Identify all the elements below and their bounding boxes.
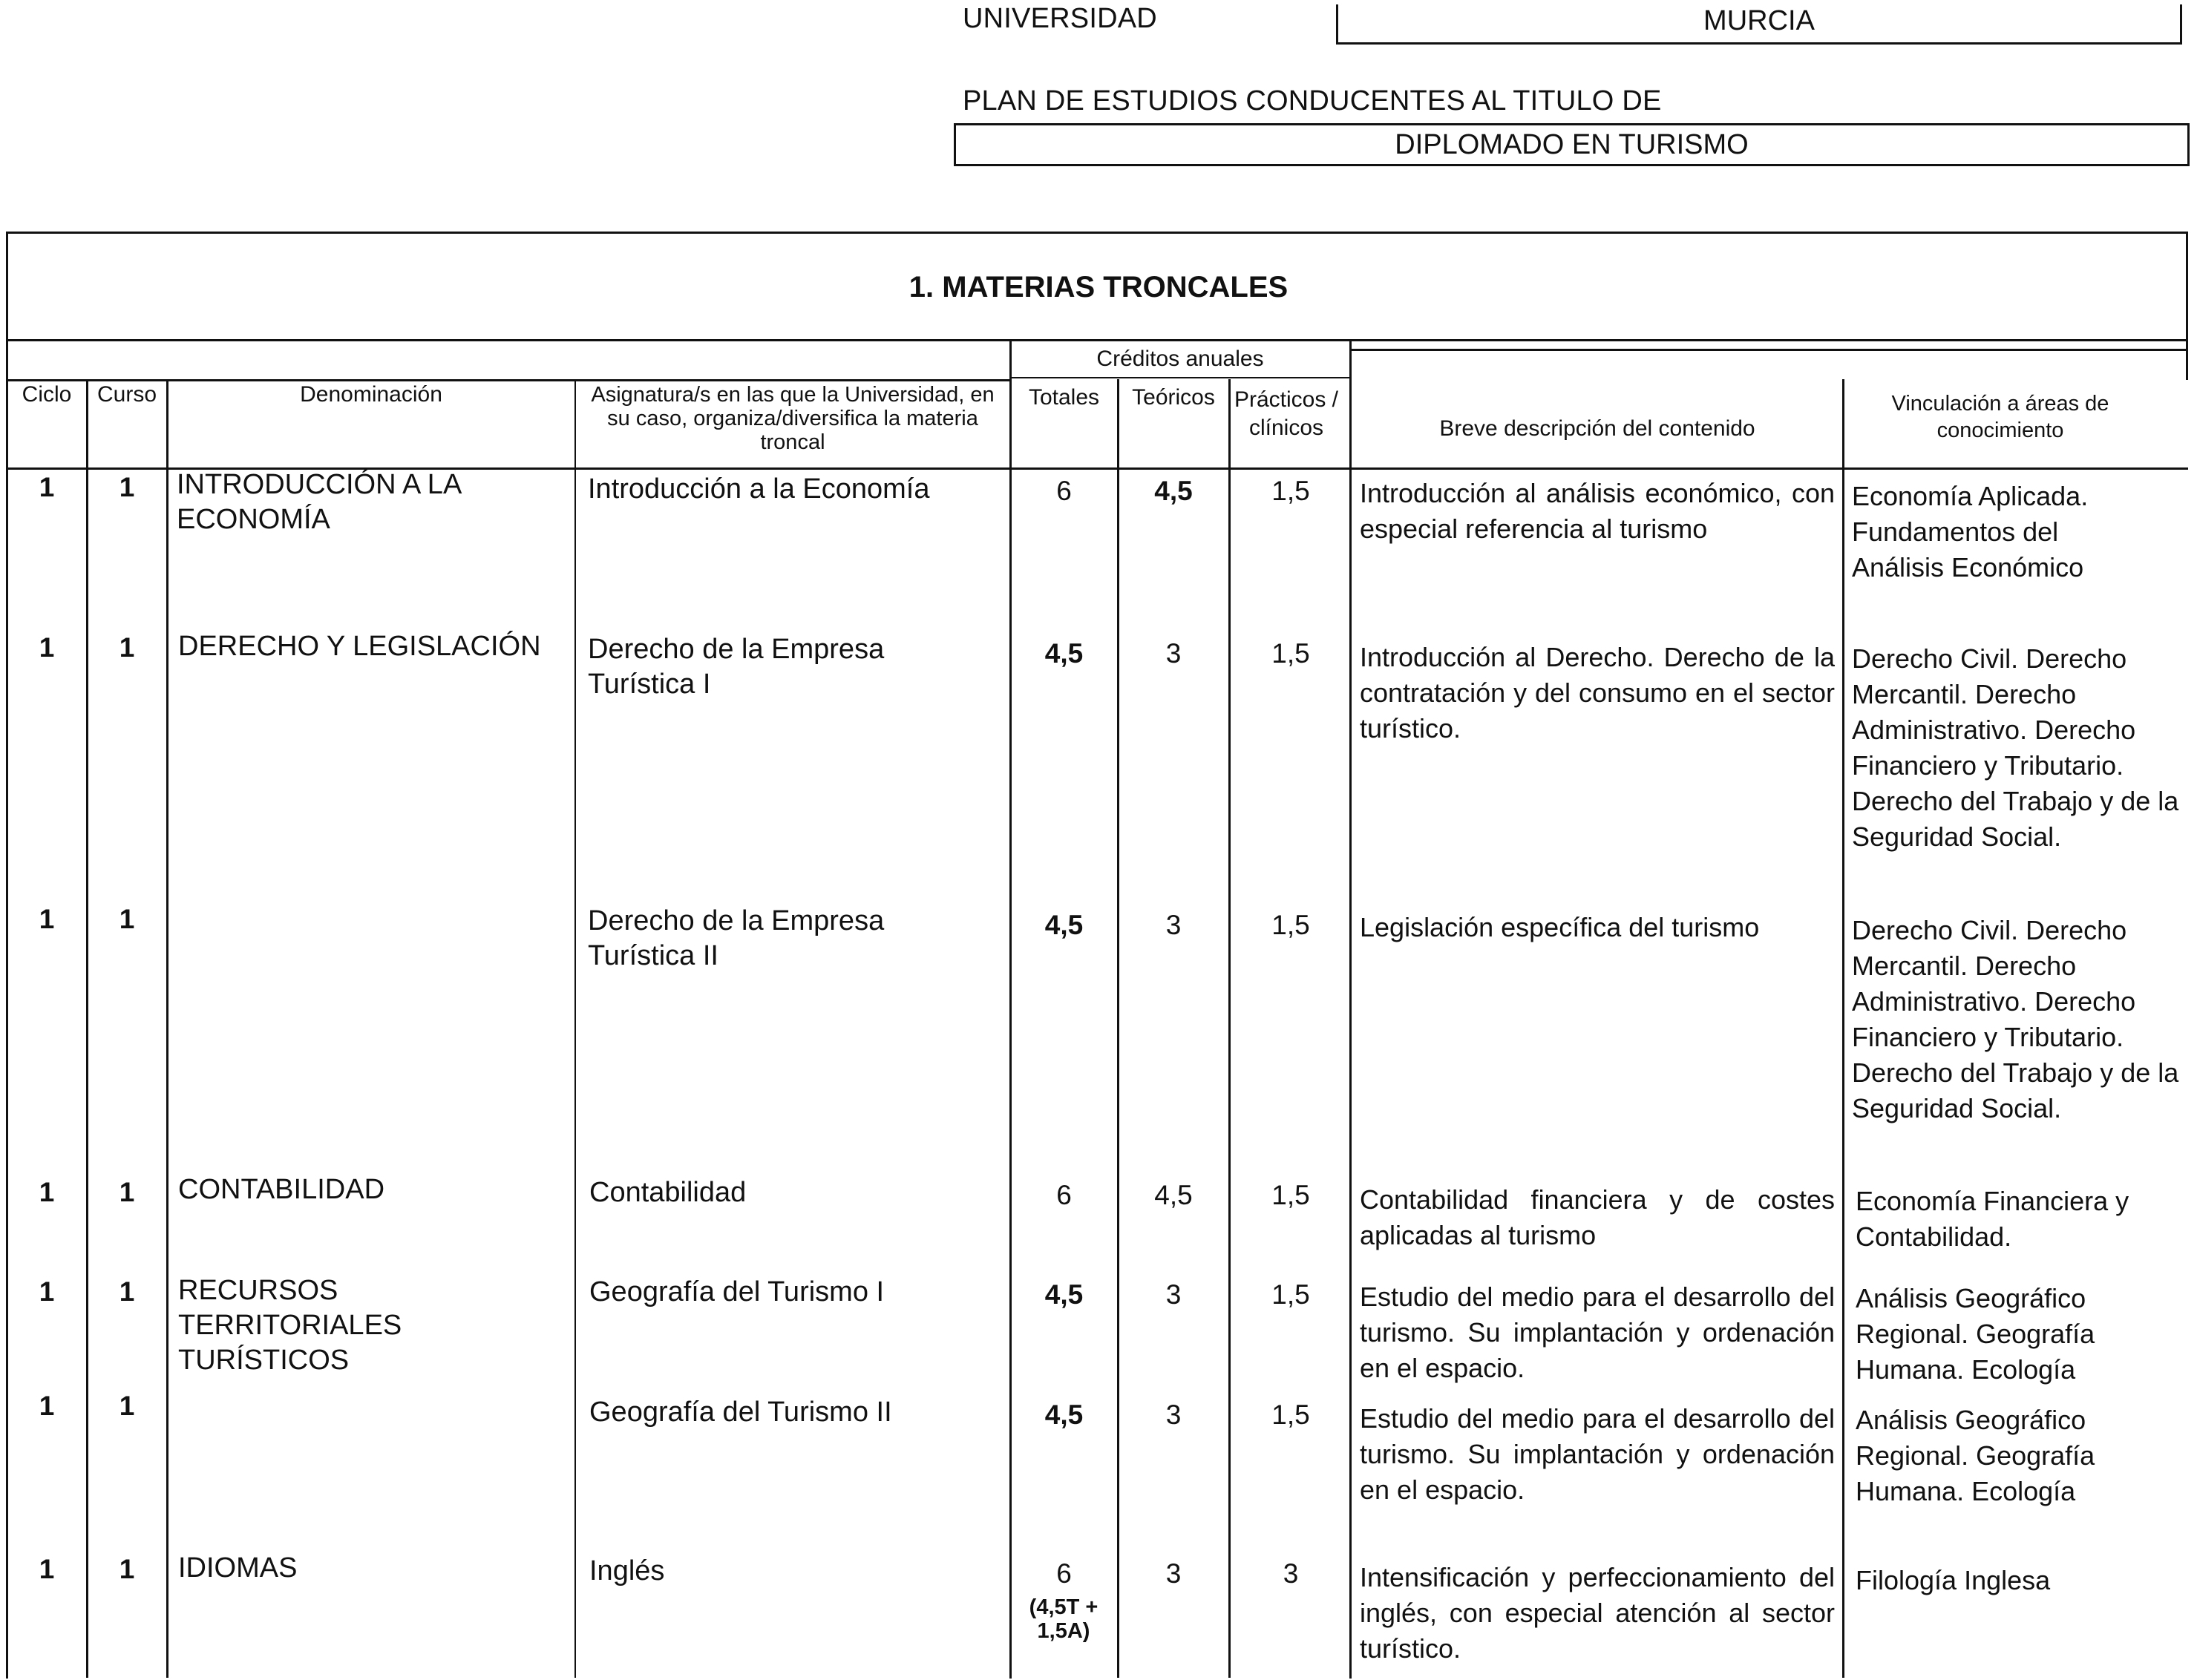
cell-denominacion: DERECHO Y LEGISLACIÓN [178, 631, 541, 662]
section-title: 1. MATERIAS TRONCALES [908, 271, 1289, 303]
cell-ciclo: 1 [39, 1554, 55, 1584]
cell-denominacion: INTRODUCCIÓN A LA ECONOMÍA [177, 469, 461, 535]
cell-totales: 6 [1056, 1180, 1072, 1210]
cell-curso: 1 [119, 1177, 135, 1207]
cell-denominacion: RECURSOS TERRITORIALES TURÍSTICOS [178, 1275, 402, 1376]
header-rule-1 [6, 339, 2188, 341]
cell-curso: 1 [119, 1554, 135, 1584]
cell-curso: 1 [119, 1276, 135, 1307]
header-rule-creditos [1011, 377, 1351, 378]
cell-denominacion: IDIOMAS [178, 1552, 298, 1584]
col-header-curso: Curso [96, 382, 157, 407]
col-rule-practicos [1349, 339, 1352, 1679]
cell-teoricos: 3 [1165, 1279, 1182, 1310]
header-rule-2 [6, 379, 1011, 381]
cell-totales: 6 [1056, 476, 1072, 506]
cell-teoricos: 3 [1165, 1558, 1182, 1589]
cell-descripcion: Introducción al análisis económico, con especial referencia al turismo [1360, 478, 1835, 544]
universidad-label: UNIVERSIDAD [963, 3, 1157, 34]
cell-descripcion: Estudio del medio para el desarrollo del turismo. Su implantación y ordenación en el espacio. [1360, 1403, 1835, 1505]
cell-totales: 6 [1056, 1558, 1072, 1589]
col-header-totales: Totales [1028, 385, 1100, 410]
cell-vinculacion: Economía Aplicada. Fundamentos del Análisis Económico [1852, 481, 2089, 583]
col-rule-denom [574, 379, 576, 1678]
titulo-field: DIPLOMADO EN TURISMO [954, 123, 2190, 166]
cell-teoricos: 4,5 [1154, 476, 1193, 506]
col-rule-ciclo [86, 379, 88, 1678]
table-border-top [6, 232, 2188, 234]
cell-vinculacion: Filología Inglesa [1856, 1565, 2051, 1595]
cell-asignatura: Geografía del Turismo II [589, 1397, 892, 1428]
cell-practicos: 1,5 [1271, 910, 1310, 940]
cell-practicos: 1,5 [1271, 1279, 1310, 1310]
col-header-practicos: Prácticos / clínicos [1234, 387, 1339, 440]
cell-asignatura: Geografía del Turismo I [589, 1276, 885, 1307]
cell-vinculacion: Derecho Civil. Derecho Mercantil. Derecho Administrativo. Derecho Financiero y Tributario. Derecho del Trabajo y de la Seguridad Social. [1852, 915, 2179, 1123]
cell-teoricos: 3 [1165, 1400, 1182, 1430]
cell-practicos: 1,5 [1271, 638, 1310, 669]
col-header-asignatura: Asignatura/s en las que la Universidad, en su caso, organiza/diversifica la materia troncal [591, 383, 995, 454]
cell-descripcion: Contabilidad financiera y de costes aplicadas al turismo [1360, 1184, 1835, 1250]
cell-ciclo: 1 [39, 1391, 55, 1421]
cell-practicos: 3 [1283, 1558, 1299, 1589]
col-rule-teoricos [1228, 379, 1231, 1678]
cell-totales: 4,5 [1044, 1400, 1084, 1430]
cell-vinculacion: Análisis Geográfico Regional. Geografía Humana. Ecología [1856, 1283, 2095, 1385]
cell-ciclo: 1 [39, 632, 55, 663]
cell-asignatura: Derecho de la Empresa Turística II [588, 905, 885, 971]
cell-descripcion: Estudio del medio para el desarrollo del turismo. Su implantación y ordenación en el espacio. [1360, 1282, 1835, 1383]
cell-totales: 4,5 [1044, 910, 1084, 940]
cell-ciclo: 1 [39, 1276, 55, 1307]
cell-ciclo: 1 [39, 1177, 55, 1207]
col-header-creditos: Créditos anuales [1096, 347, 1264, 371]
header-rule-3 [1349, 349, 2188, 351]
cell-practicos: 1,5 [1271, 1180, 1310, 1210]
universidad-field: MURCIA [1336, 4, 2182, 45]
col-rule-asig [1009, 339, 1012, 1679]
cell-ciclo: 1 [39, 904, 55, 934]
plan-label: PLAN DE ESTUDIOS CONDUCENTES AL TITULO DE [963, 85, 1662, 117]
cell-curso: 1 [119, 1391, 135, 1421]
cell-descripcion: Introducción al Derecho. Derecho de la contratación y del consumo en el sector turístico. [1360, 642, 1835, 744]
col-header-denominacion: Denominación [300, 382, 442, 407]
cell-descripcion: Legislación específica del turismo [1360, 912, 1760, 942]
cell-ciclo: 1 [39, 472, 55, 502]
col-header-descripcion: Breve descripción del contenido [1439, 416, 1755, 441]
cell-curso: 1 [119, 472, 135, 502]
cell-denominacion: CONTABILIDAD [178, 1174, 385, 1205]
cell-practicos: 1,5 [1271, 1400, 1310, 1430]
col-rule-desc [1842, 379, 1844, 1678]
cell-vinculacion: Derecho Civil. Derecho Mercantil. Derecho Administrativo. Derecho Financiero y Tributario. Derecho del Trabajo y de la Seguridad Social. [1852, 643, 2179, 852]
cell-asignatura: Inglés [589, 1555, 665, 1587]
cell-teoricos: 3 [1165, 638, 1182, 669]
cell-totales-note: (4,5T + 1,5A) [1029, 1595, 1098, 1643]
col-rule-totales [1117, 379, 1119, 1678]
cell-vinculacion: Economía Financiera y Contabilidad. [1856, 1186, 2129, 1252]
cell-curso: 1 [119, 904, 135, 934]
cell-totales: 4,5 [1044, 638, 1084, 669]
cell-practicos: 1,5 [1271, 476, 1310, 506]
cell-teoricos: 3 [1165, 910, 1182, 940]
cell-totales: 4,5 [1044, 1279, 1084, 1310]
cell-teoricos: 4,5 [1154, 1180, 1193, 1210]
cell-asignatura: Contabilidad [589, 1177, 747, 1208]
cell-vinculacion: Análisis Geográfico Regional. Geografía Humana. Ecología [1856, 1405, 2095, 1506]
col-header-teoricos: Teóricos [1132, 385, 1215, 410]
cell-curso: 1 [119, 632, 135, 663]
cell-asignatura: Derecho de la Empresa Turística I [588, 634, 885, 700]
col-header-vinculacion: Vinculación a áreas de conocimiento [1891, 392, 2109, 442]
table-border-left [6, 232, 8, 1679]
cell-asignatura: Introducción a la Economía [588, 473, 930, 505]
col-rule-curso [166, 379, 168, 1678]
table-border-right [2186, 232, 2188, 380]
cell-descripcion: Intensificación y perfeccionamiento del inglés, con especial atención al sector turístico. [1360, 1562, 1835, 1664]
col-header-ciclo: Ciclo [22, 382, 72, 407]
